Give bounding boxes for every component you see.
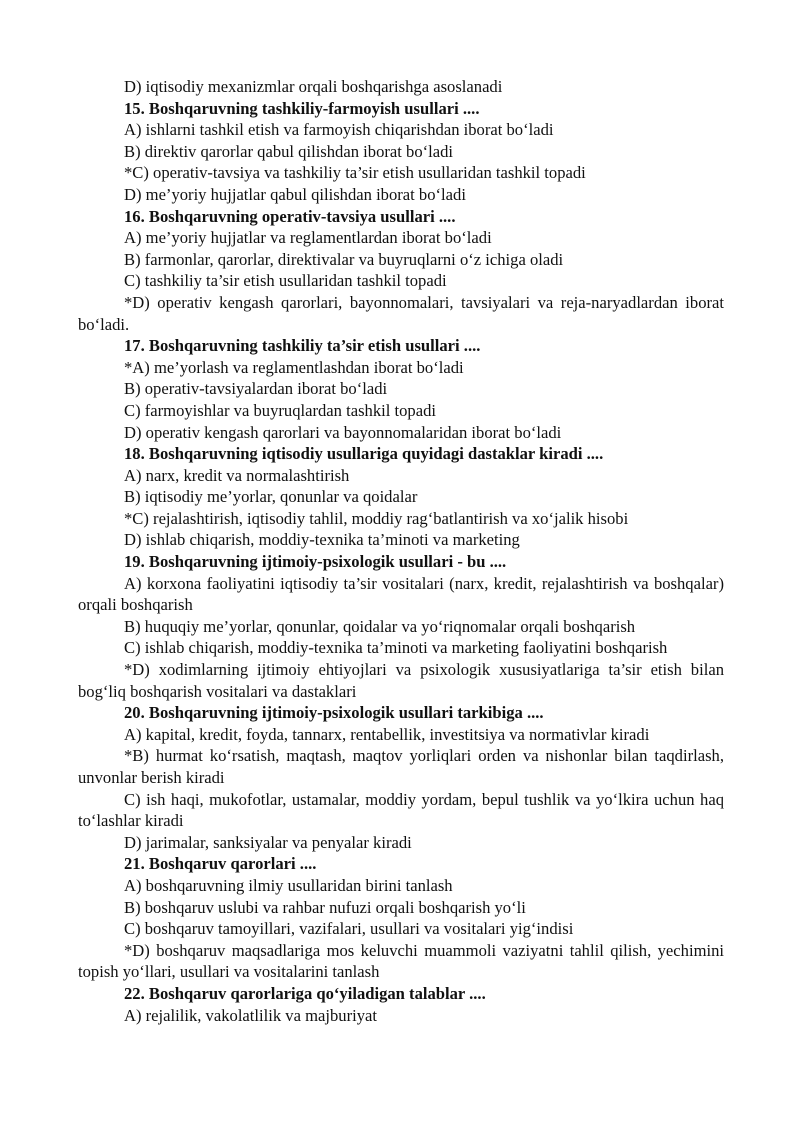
option-20-d: D) jarimalar, sanksiyalar va penyalar kiradi (124, 832, 412, 852)
option-15-a: A) ishlarni tashkil etish va farmoyish chiqarishdan iborat bo‘ladi (124, 120, 554, 140)
option-18-b: B) iqtisodiy me’yorlar, qonunlar va qoidalar (124, 487, 418, 507)
option-15-c-correct: *C) operativ-tavsiya va tashkiliy ta’sir etish usullaridan tashkil topadi (124, 163, 586, 183)
option-16-d-correct: *D) operativ kengash qarorlari, bayonnomalari, tavsiyalari va reja-naryadlardan iborat bo‘ladi. (78, 292, 724, 334)
option-20-c: C) ish haqi, mukofotlar, ustamalar, moddiy yordam, bepul tushlik va yo‘lkira uchun haq to‘lashlar kiradi (78, 789, 724, 831)
option-17-d: D) operativ kengash qarorlari va bayonnomalaridan iborat bo‘ladi (124, 422, 562, 442)
option-21-d-correct: *D) boshqaruv maqsadlariga mos keluvchi muammoli vaziyatni tahlil qilish, yechimini topish yo‘llari, usullari va vositalarini tanlash (78, 940, 724, 982)
question-20-title: 20. Boshqaruvning ijtimoiy-psixologik usullari tarkibiga .... (124, 703, 544, 723)
option-16-c: C) tashkiliy ta’sir etish usullaridan tashkil topadi (124, 271, 447, 291)
option-19-d-correct: *D) xodimlarning ijtimoiy ehtiyojlari va psixologik xususiyatlariga ta’sir etish bilan bog‘liq boshqarish vositalari va dastaklari (78, 660, 724, 701)
question-16-title: 16. Boshqaruvning operativ-tavsiya usullari .... (124, 206, 456, 226)
option-17-a-correct: *A) me’yorlash va reglamentlashdan iborat bo‘ladi (124, 357, 464, 377)
question-22-title: 22. Boshqaruv qarorlariga qo‘yiladigan talablar .... (124, 983, 486, 1003)
option-16-b: B) farmonlar, qarorlar, direktivalar va buyruqlarni o‘z ichiga oladi (124, 249, 564, 269)
question-15-title: 15. Boshqaruvning tashkiliy-farmoyish usullari .... (124, 98, 480, 118)
option-22-a: A) rejalilik, vakolatlilik va majburiyat (124, 1005, 377, 1025)
option-18-c-correct: *C) rejalashtirish, iqtisodiy tahlil, moddiy rag‘batlantirish va xo‘jalik hisobi (124, 508, 629, 528)
option-21-b: B) boshqaruv uslubi va rahbar nufuzi orqali boshqarish yo‘li (124, 897, 526, 917)
option-15-d: D) me’yoriy hujjatlar qabul qilishdan iborat bo‘ladi (124, 184, 466, 204)
option-17-b: B) operativ-tavsiyalardan iborat bo‘ladi (124, 379, 388, 399)
option-19-a: A) korxona faoliyatini iqtisodiy ta’sir vositalari (narx, kredit, rejalashtirish va boshqalar) orqali boshqarish (78, 573, 724, 615)
option-17-c: C) farmoyishlar va buyruqlardan tashkil topadi (124, 400, 436, 420)
option-19-b: B) huquqiy me’yorlar, qonunlar, qoidalar va yo‘riqnomalar orqali boshqarish (124, 616, 636, 636)
option-21-c: C) boshqaruv tamoyillari, vazifalari, usullari va vositalari yig‘indisi (124, 919, 574, 939)
option-19-c: C) ishlab chiqarish, moddiy-texnika ta’minoti va marketing faoliyatini boshqarish (124, 638, 668, 658)
option-15-b: B) direktiv qarorlar qabul qilishdan iborat bo‘ladi (124, 141, 454, 161)
option-20-b-correct: *B) hurmat ko‘rsatish, maqtash, maqtov yorliqlari orden va nishonlar bilan taqdirlash, unvonlar berish kiradi (78, 746, 724, 787)
question-19-title: 19. Boshqaruvning ijtimoiy-psixologik usullari - bu .... (124, 552, 507, 572)
option-18-a: A) narx, kredit va normalashtirish (124, 465, 350, 485)
option-21-a: A) boshqaruvning ilmiy usullaridan birini tanlash (124, 875, 453, 895)
question-18-title: 18. Boshqaruvning iqtisodiy usullariga quyidagi dastaklar kiradi .... (124, 444, 604, 464)
option-20-a: A) kapital, kredit, foyda, tannarx, rentabellik, investitsiya va normativlar kiradi (124, 724, 650, 744)
question-17-title: 17. Boshqaruvning tashkiliy ta’sir etish usullari .... (124, 336, 481, 356)
question-21-title: 21. Boshqaruv qarorlari .... (124, 854, 317, 874)
option-16-a: A) me’yoriy hujjatlar va reglamentlardan iborat bo‘ladi (124, 228, 492, 248)
option-14-d: D) iqtisodiy mexanizmlar orqali boshqarishga asoslanadi (124, 77, 503, 96)
option-18-d: D) ishlab chiqarish, moddiy-texnika ta’minoti va marketing (124, 530, 520, 550)
